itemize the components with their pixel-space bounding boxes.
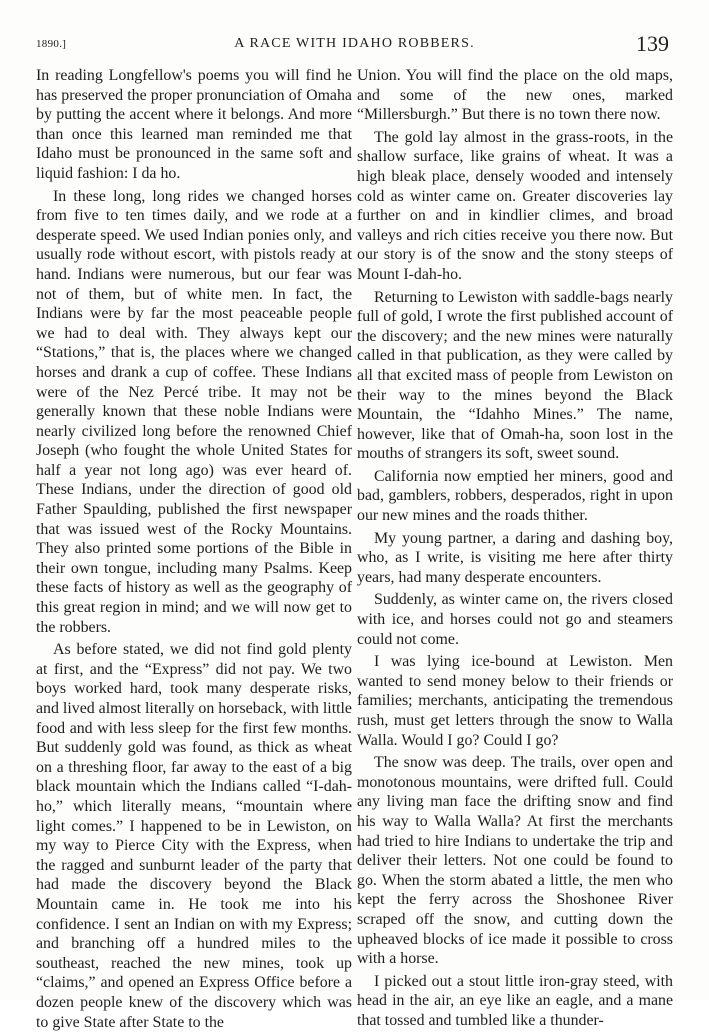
left-column <box>36 66 352 1032</box>
right-column <box>357 66 673 1031</box>
paragraph: In these long, long rides we changed horses from five to ten times daily, and we rode at a desperate speed. We used Indian ponies only, and usually rode without escort, with pistols ready at hand. Indians were numerous, but our fear was not of them, but of white men. In fact, the Indians were by far the most peaceable people we had to deal with. They always kept our “Stations,” that is, the places where we changed horses and drank a cup of coffee. These Indians were of the Nez Percé tribe. It may not be generally known that these noble Indians were nearly civilized long before the renowned Chief Joseph (who fought the whole United States for half a year not long ago) was ever heard of. These Indians, under the direction of good old Father Spaulding, published the first newspaper that was issued west of the Rocky Mountains. They also printed some portions of the Bible in their own tongue, including many Psalms. Keep these facts of history as well as the geography of this great region in mind; and we will now get to the robbers. <box>36 187 352 636</box>
page-number: 139 <box>636 31 669 56</box>
header-date: 1890.] <box>36 38 67 50</box>
paragraph: In reading Longfellow's poems you will find he has preserved the proper pronunciation of Omaha by putting the accent where it belongs. And more than once this learned man reminded me that Idaho must be pronounced in the same soft and liquid fashion: I da ho. <box>36 67 352 182</box>
paragraph: Union. You will find the place on the old maps, and some of the new ones, marked “Millersburgh.” But there is no town there now. <box>357 67 673 124</box>
paragraph: Suddenly, as winter came on, the rivers closed with ice, and horses could not go and steamers could not come. <box>357 591 673 648</box>
paragraph: The snow was deep. The trails, over open and monotonous mountains, were drifted full. Could any living man face the drifting snow and find his way to Walla Walla? At first the merchants had tried to hire Indians to undertake the trip and deliver their letters. Not one could be found to go. When the storm abated a little, the men who kept the ferry across the Shoshonee River scraped off the snow, and cutting down the upheaved blocks of ice made it possible to cross with a horse. <box>357 754 673 968</box>
paragraph: I picked out a stout little iron-gray steed, with head in the air, an eye like an eagle, and a mane that tossed and tumbled like a thunder- <box>357 972 673 1029</box>
paragraph: The gold lay almost in the grass-roots, in the shallow surface, like grains of wheat. It was a high bleak place, densely wooded and intensely cold as winter came on. Greater discoveries lay further on and in kindlier climes, and broad valleys and rich cities receive you there now. But our story is of the snow and the stony steeps of Mount I-dah-ho. <box>357 128 673 283</box>
paragraph: My young partner, a daring and dashing boy, who, as I write, is visiting me here after thirty years, had many desperate encounters. <box>357 529 673 586</box>
paragraph: As before stated, we did not find gold plenty at first, and the “Express” did not pay. We two boys worked hard, took many desperate risks, and lived almost literally on horseback, with little food and with less sleep for the first few months. But suddenly gold was found, as thick as wheat on a threshing floor, far away to the east of a big black mountain which the Indians called “I-dah-ho,” which literally means, “mountain where light comes.” I happened to be in Lewiston, on my way to Pierce City with the Express, when the ragged and sunburnt leader of the party that had made the discovery beyond the Black Mountain came in. He took me into his confidence. I sent an Indian on with my Express; and branching off a hundred miles to the southeast, reached the new mines, took up “claims,” and opened an Express Office before a dozen people knew of the discovery which was to give State after State to the <box>36 641 352 1031</box>
paragraph: Returning to Lewiston with saddle-bags nearly full of gold, I wrote the first published account of the discovery; and the new mines were naturally called in that publication, as they were called by all that excited mass of people from Lewiston on their way to the mines beyond the Black Mountain, the “Idahho Mines.” The name, however, like that of Omah-ha, soon lost in the mouths of strangers its soft, sweet sound. <box>357 288 673 463</box>
paragraph: I was lying ice-bound at Lewiston. Men wanted to send money below to their friends or families; merchants, anticipating the tremendous rush, must get letters through the snow to Walla Walla. Would I go? Could I go? <box>357 653 673 749</box>
paragraph: California now emptied her miners, good and bad, gamblers, robbers, desperados, right in upon our new mines and the roads thither. <box>357 467 673 525</box>
header-title: A RACE WITH IDAHO ROBBERS. <box>234 36 475 51</box>
